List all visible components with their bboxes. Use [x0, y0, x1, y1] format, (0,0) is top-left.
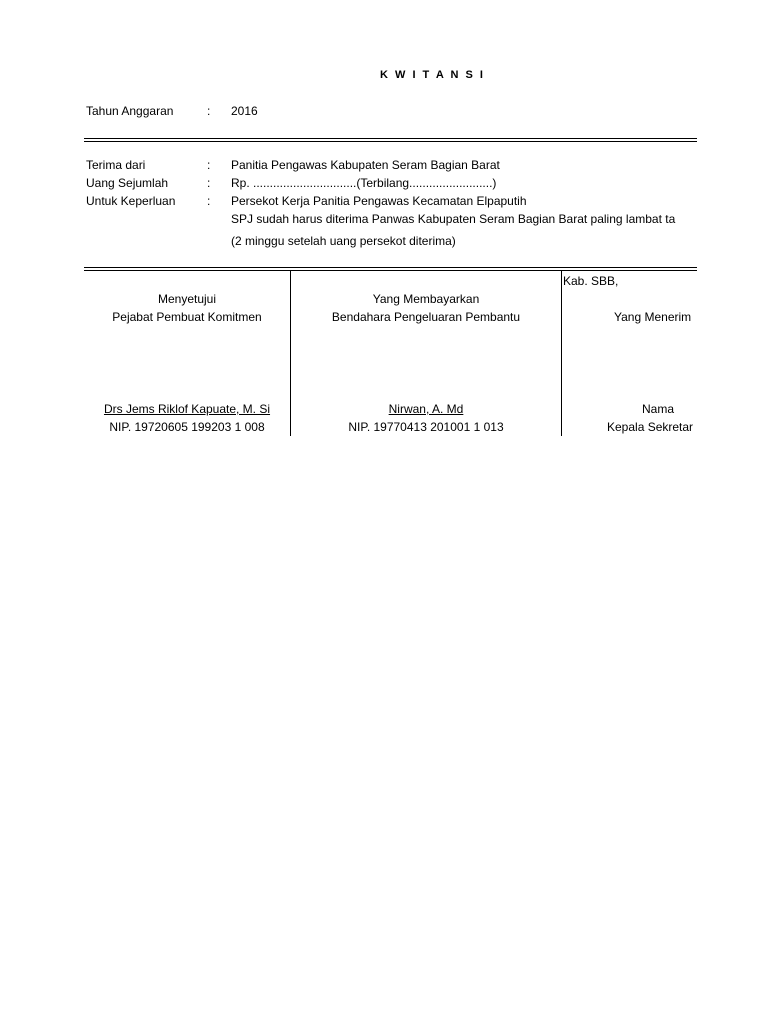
- col2-role1: Yang Membayarkan: [372, 292, 480, 306]
- divider-line: [84, 141, 697, 142]
- col3-position: Kepala Sekretar: [607, 420, 694, 434]
- terima-dari-label: Terima dari: [86, 158, 146, 172]
- col2-signatory-name: Nirwan, A. Md: [388, 402, 464, 416]
- colon: :: [207, 194, 211, 208]
- col3-role2: Yang Menerim: [614, 310, 692, 324]
- uang-sejumlah-value: Rp. ...............................(Terbilang.........................): [231, 176, 497, 190]
- col1-nip: NIP. 19720605 199203 1 008: [109, 420, 265, 434]
- col1-role2: Pejabat Pembuat Komitmen: [112, 310, 262, 324]
- uang-sejumlah-label: Uang Sejumlah: [86, 176, 169, 190]
- column-divider: [561, 270, 562, 436]
- untuk-keperluan-label: Untuk Keperluan: [86, 194, 176, 208]
- divider-line: [84, 138, 697, 139]
- spj-note-deadline: (2 minggu setelah uang persekot diterima): [231, 234, 456, 248]
- col2-nip: NIP. 19770413 201001 1 013: [348, 420, 504, 434]
- col1-signatory-name: Drs Jems Riklof Kapuate, M. Si: [103, 402, 271, 416]
- document-title: K W I T A N S I: [380, 69, 485, 81]
- colon: :: [207, 104, 211, 118]
- untuk-keperluan-value: Persekot Kerja Panitia Pengawas Kecamatan Elpaputih: [231, 194, 527, 208]
- tahun-anggaran-value: 2016: [231, 104, 258, 118]
- col2-role2: Bendahara Pengeluaran Pembantu: [331, 310, 521, 324]
- tahun-anggaran-label: Tahun Anggaran: [86, 104, 174, 118]
- terima-dari-value: Panitia Pengawas Kabupaten Seram Bagian Barat: [231, 158, 500, 172]
- colon: :: [207, 176, 211, 190]
- divider-line: [84, 267, 697, 268]
- colon: :: [207, 158, 211, 172]
- col1-role1: Menyetujui: [157, 292, 217, 306]
- place-date: Kab. SBB,: [563, 274, 619, 288]
- spj-note: SPJ sudah harus diterima Panwas Kabupaten Seram Bagian Barat paling lambat ta: [231, 212, 676, 226]
- divider-line: [84, 270, 697, 271]
- col3-signatory-name: Nama: [642, 402, 675, 416]
